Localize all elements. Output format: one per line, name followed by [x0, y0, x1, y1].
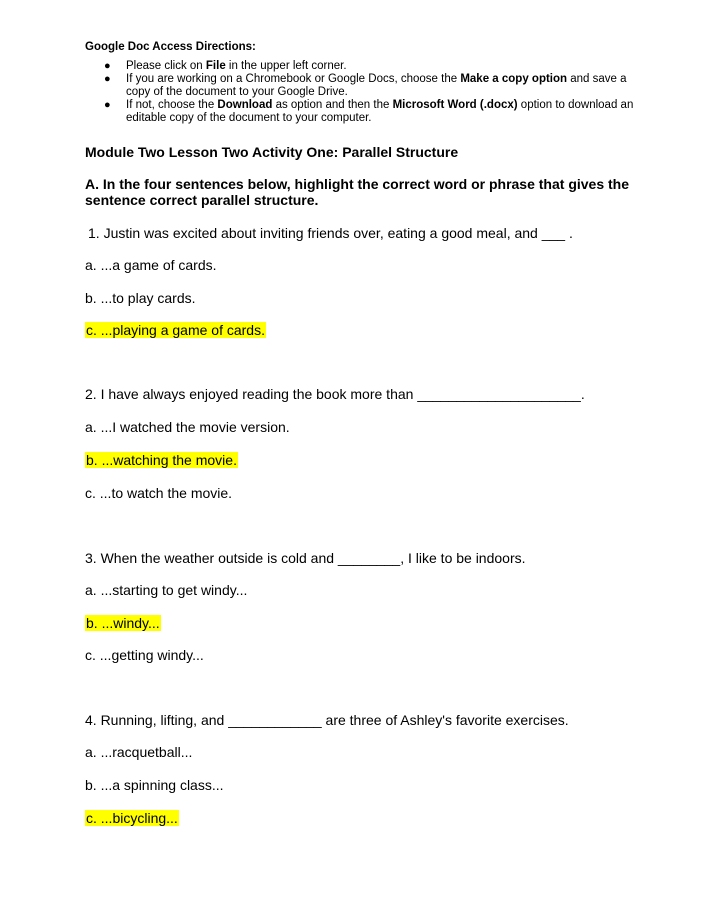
directions-item — [85, 60, 645, 73]
answer-option — [85, 419, 290, 435]
answer-option-highlighted — [85, 322, 266, 338]
question-prompt: 3. When the weather outside is cold and ________, I like to be indoors. — [85, 550, 526, 566]
answer-option — [85, 744, 192, 760]
bullet-dot-icon: ● — [104, 73, 111, 85]
directions-text: as option and then the — [272, 99, 393, 111]
answer-option — [85, 257, 217, 273]
answer-option-highlighted — [85, 452, 238, 468]
directions-item — [85, 73, 645, 99]
directions-title: Google Doc Access Directions: — [85, 41, 256, 53]
answer-option — [85, 777, 224, 793]
directions-text: Please click on — [126, 60, 206, 72]
answer-text: a. ...I watched the movie version. — [85, 419, 290, 435]
question-prompt: 1. Justin was excited about inviting friends over, eating a good meal, and ___ . — [88, 225, 573, 241]
bullet-dot-icon: ● — [104, 60, 111, 72]
highlighted-answer-text: c. ...bicycling... — [86, 810, 178, 826]
activity-instruction: A. In the four sentences below, highlight the correct word or phrase that gives the sentence correct parallel structure. — [85, 176, 630, 208]
directions-list — [85, 60, 645, 125]
answer-text: a. ...a game of cards. — [85, 257, 217, 273]
module-title: Module Two Lesson Two Activity One: Parallel Structure — [85, 144, 459, 160]
answer-option — [85, 485, 232, 501]
bullet-dot-icon: ● — [104, 99, 111, 111]
document-page — [85, 40, 645, 826]
answer-option — [85, 647, 204, 663]
answer-text: c. ...to watch the movie. — [85, 485, 233, 501]
answer-text: a. ...racquetball... — [85, 744, 193, 760]
answer-option — [85, 582, 247, 598]
directions-item — [85, 99, 645, 125]
answer-option — [85, 290, 196, 306]
answer-text: c. ...getting windy... — [85, 647, 204, 663]
directions-bold-text: Microsoft Word (.docx) — [392, 99, 518, 111]
directions-text: If not, choose the — [126, 99, 218, 111]
directions-bold-text: Download — [217, 99, 273, 111]
answer-text: a. ...starting to get windy... — [85, 582, 248, 598]
directions-text: in the upper left corner. — [225, 60, 347, 72]
answer-option-highlighted — [85, 810, 179, 826]
highlighted-answer-text: c. ...playing a game of cards. — [86, 322, 265, 338]
directions-bold-text: Make a copy option — [460, 73, 568, 85]
highlighted-answer-text: b. ...watching the movie. — [86, 452, 237, 468]
answer-text: b. ...to play cards. — [85, 290, 196, 306]
directions-text: and save a copy of the document to your Google Drive. — [126, 73, 627, 98]
answer-text: b. ...a spinning class... — [85, 777, 224, 793]
highlighted-answer-text: b. ...windy... — [86, 615, 160, 631]
directions-text: If you are working on a Chromebook or Google Docs, choose the — [126, 73, 461, 85]
directions-bold-text: File — [205, 60, 226, 72]
answer-option-highlighted — [85, 615, 161, 631]
directions-text: option to download an editable copy of the document to your computer. — [126, 99, 634, 124]
question-prompt: 4. Running, lifting, and ____________ are three of Ashley's favorite exercises. — [85, 712, 569, 728]
question-prompt: 2. I have always enjoyed reading the book more than _____________________. — [85, 386, 585, 402]
